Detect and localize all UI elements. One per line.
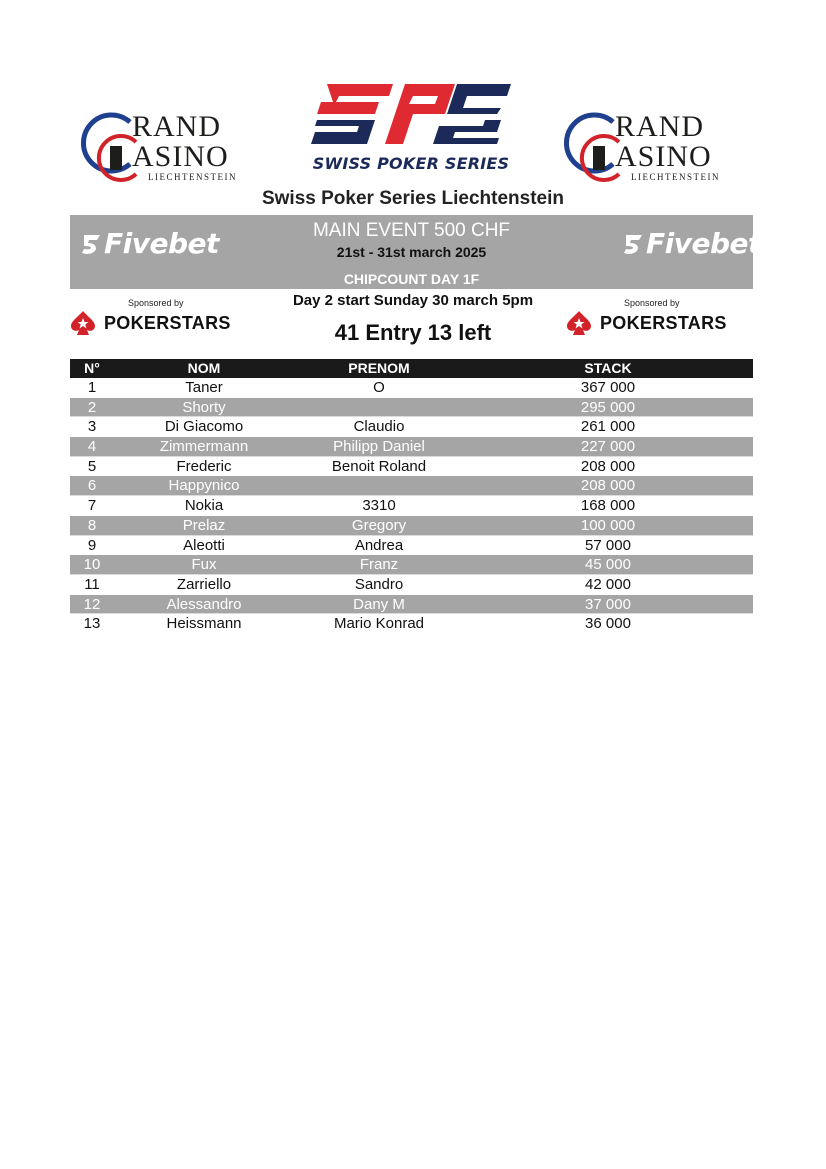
cell-no: 8 [87,516,97,534]
table-header [70,359,753,378]
cell-stack: 57 000 [585,536,631,554]
cell-nom: Alessandro [166,595,242,613]
table-row [70,417,753,437]
cell-stack: 45 000 [585,556,631,574]
cell-prenom: Gregory [351,516,407,534]
sps-logo-text: SWISS POKER SERIES [312,154,510,173]
event-dates: 21st - 31st march 2025 [336,244,487,260]
table-row [70,595,753,615]
sponsored-by-label: Sponsored by [624,298,680,308]
cell-prenom: Mario Konrad [333,615,425,633]
cell-no: 9 [87,536,97,554]
cell-stack: 227 000 [580,438,636,456]
cell-no: 2 [87,398,97,416]
cell-prenom: Benoit Roland [331,457,427,475]
sponsored-by-label: Sponsored by [128,298,184,308]
fivebet-mark-icon [622,233,644,255]
page-title: Swiss Poker Series Liechtenstein [261,188,565,209]
cell-prenom: Dany M [353,595,405,613]
cell-stack: 42 000 [585,575,631,593]
cell-stack: 261 000 [580,418,636,436]
cell-nom: Aleotti [183,536,225,554]
cell-no: 5 [87,457,97,475]
cell-no: 13 [83,615,101,633]
swiss-poker-series-logo [305,80,517,180]
cell-prenom: O [373,379,385,396]
cell-nom: Prelaz [182,516,226,534]
cell-stack: 100 000 [580,516,636,534]
cell-no: 1 [87,379,97,396]
cell-prenom: Franz [359,556,399,574]
cell-nom: Zimmermann [159,438,249,456]
casino-logo-line2: ASINO [615,140,712,173]
casino-emblem-icon [80,112,138,182]
cell-stack: 168 000 [580,497,636,515]
cell-prenom: Andrea [354,536,404,554]
cell-nom: Frederic [176,457,232,475]
fivebet-logo-right [622,227,762,261]
table-row [70,476,753,496]
event-banner [70,215,761,289]
fivebet-word: Fivebet [646,227,761,260]
table-row [70,614,753,634]
header-prenom: PRENOM [348,360,410,376]
cell-nom: Nokia [184,497,224,515]
cell-stack: 208 000 [580,457,636,475]
pokerstars-word: POKERSTARS [104,313,231,333]
table-row [70,516,753,536]
cell-nom: Happynico [168,477,240,495]
fivebet-word: Fivebet [104,227,219,260]
table-row [70,378,753,398]
cell-stack: 37 000 [585,595,631,613]
cell-prenom: Philipp Daniel [333,438,425,456]
casino-logo-line3: LIECHTENSTEIN [631,172,720,182]
cell-no: 7 [87,497,97,515]
header-stack: STACK [584,360,632,376]
header-no: N° [84,360,100,376]
casino-logo-line1: RAND [132,110,222,143]
cell-no: 12 [83,595,101,613]
sps-emblem-icon [305,80,517,152]
cell-prenom: 3310 [362,497,396,515]
cell-no: 10 [83,556,101,574]
pokerstars-spade-icon [566,310,592,336]
cell-nom: Fux [191,556,217,574]
cell-nom: Di Giacomo [164,418,244,436]
cell-stack: 295 000 [580,398,636,416]
cell-nom: Taner [185,379,223,396]
table-row [70,437,753,457]
cell-nom: Zarriello [176,575,232,593]
table-row [70,536,753,556]
table-row [70,457,753,477]
cell-no: 11 [84,575,100,593]
casino-emblem-icon [563,112,621,182]
table-row [70,575,753,595]
pokerstars-word: POKERSTARS [600,313,727,333]
cell-stack: 367 000 [580,379,636,396]
chipcount-label: CHIPCOUNT DAY 1F [343,271,480,287]
pokerstars-sponsor-right [566,298,756,338]
grand-casino-logo-right [563,112,735,188]
header-nom: NOM [187,360,221,376]
cell-nom: Shorty [182,398,226,416]
event-title: MAIN EVENT 500 CHF [312,220,511,241]
cell-stack: 208 000 [580,477,636,495]
cell-no: 3 [87,418,97,436]
table-row [70,496,753,516]
cell-no: 6 [87,477,97,495]
cell-stack: 36 000 [585,615,631,633]
table-row [70,398,753,418]
casino-logo-line1: RAND [615,110,705,143]
day2-info: Day 2 start Sunday 30 march 5pm [292,292,534,309]
cell-prenom: Sandro [354,575,404,593]
casino-logo-line3: LIECHTENSTEIN [148,172,237,182]
chipcount-table [70,359,753,634]
table-row [70,555,753,575]
entries-count: 41 Entry 13 left [334,320,492,345]
cell-no: 4 [87,438,97,456]
grand-casino-logo-left [80,112,252,188]
casino-logo-line2: ASINO [132,140,229,173]
cell-prenom: Claudio [353,418,405,436]
cell-nom: Heissmann [166,615,242,633]
